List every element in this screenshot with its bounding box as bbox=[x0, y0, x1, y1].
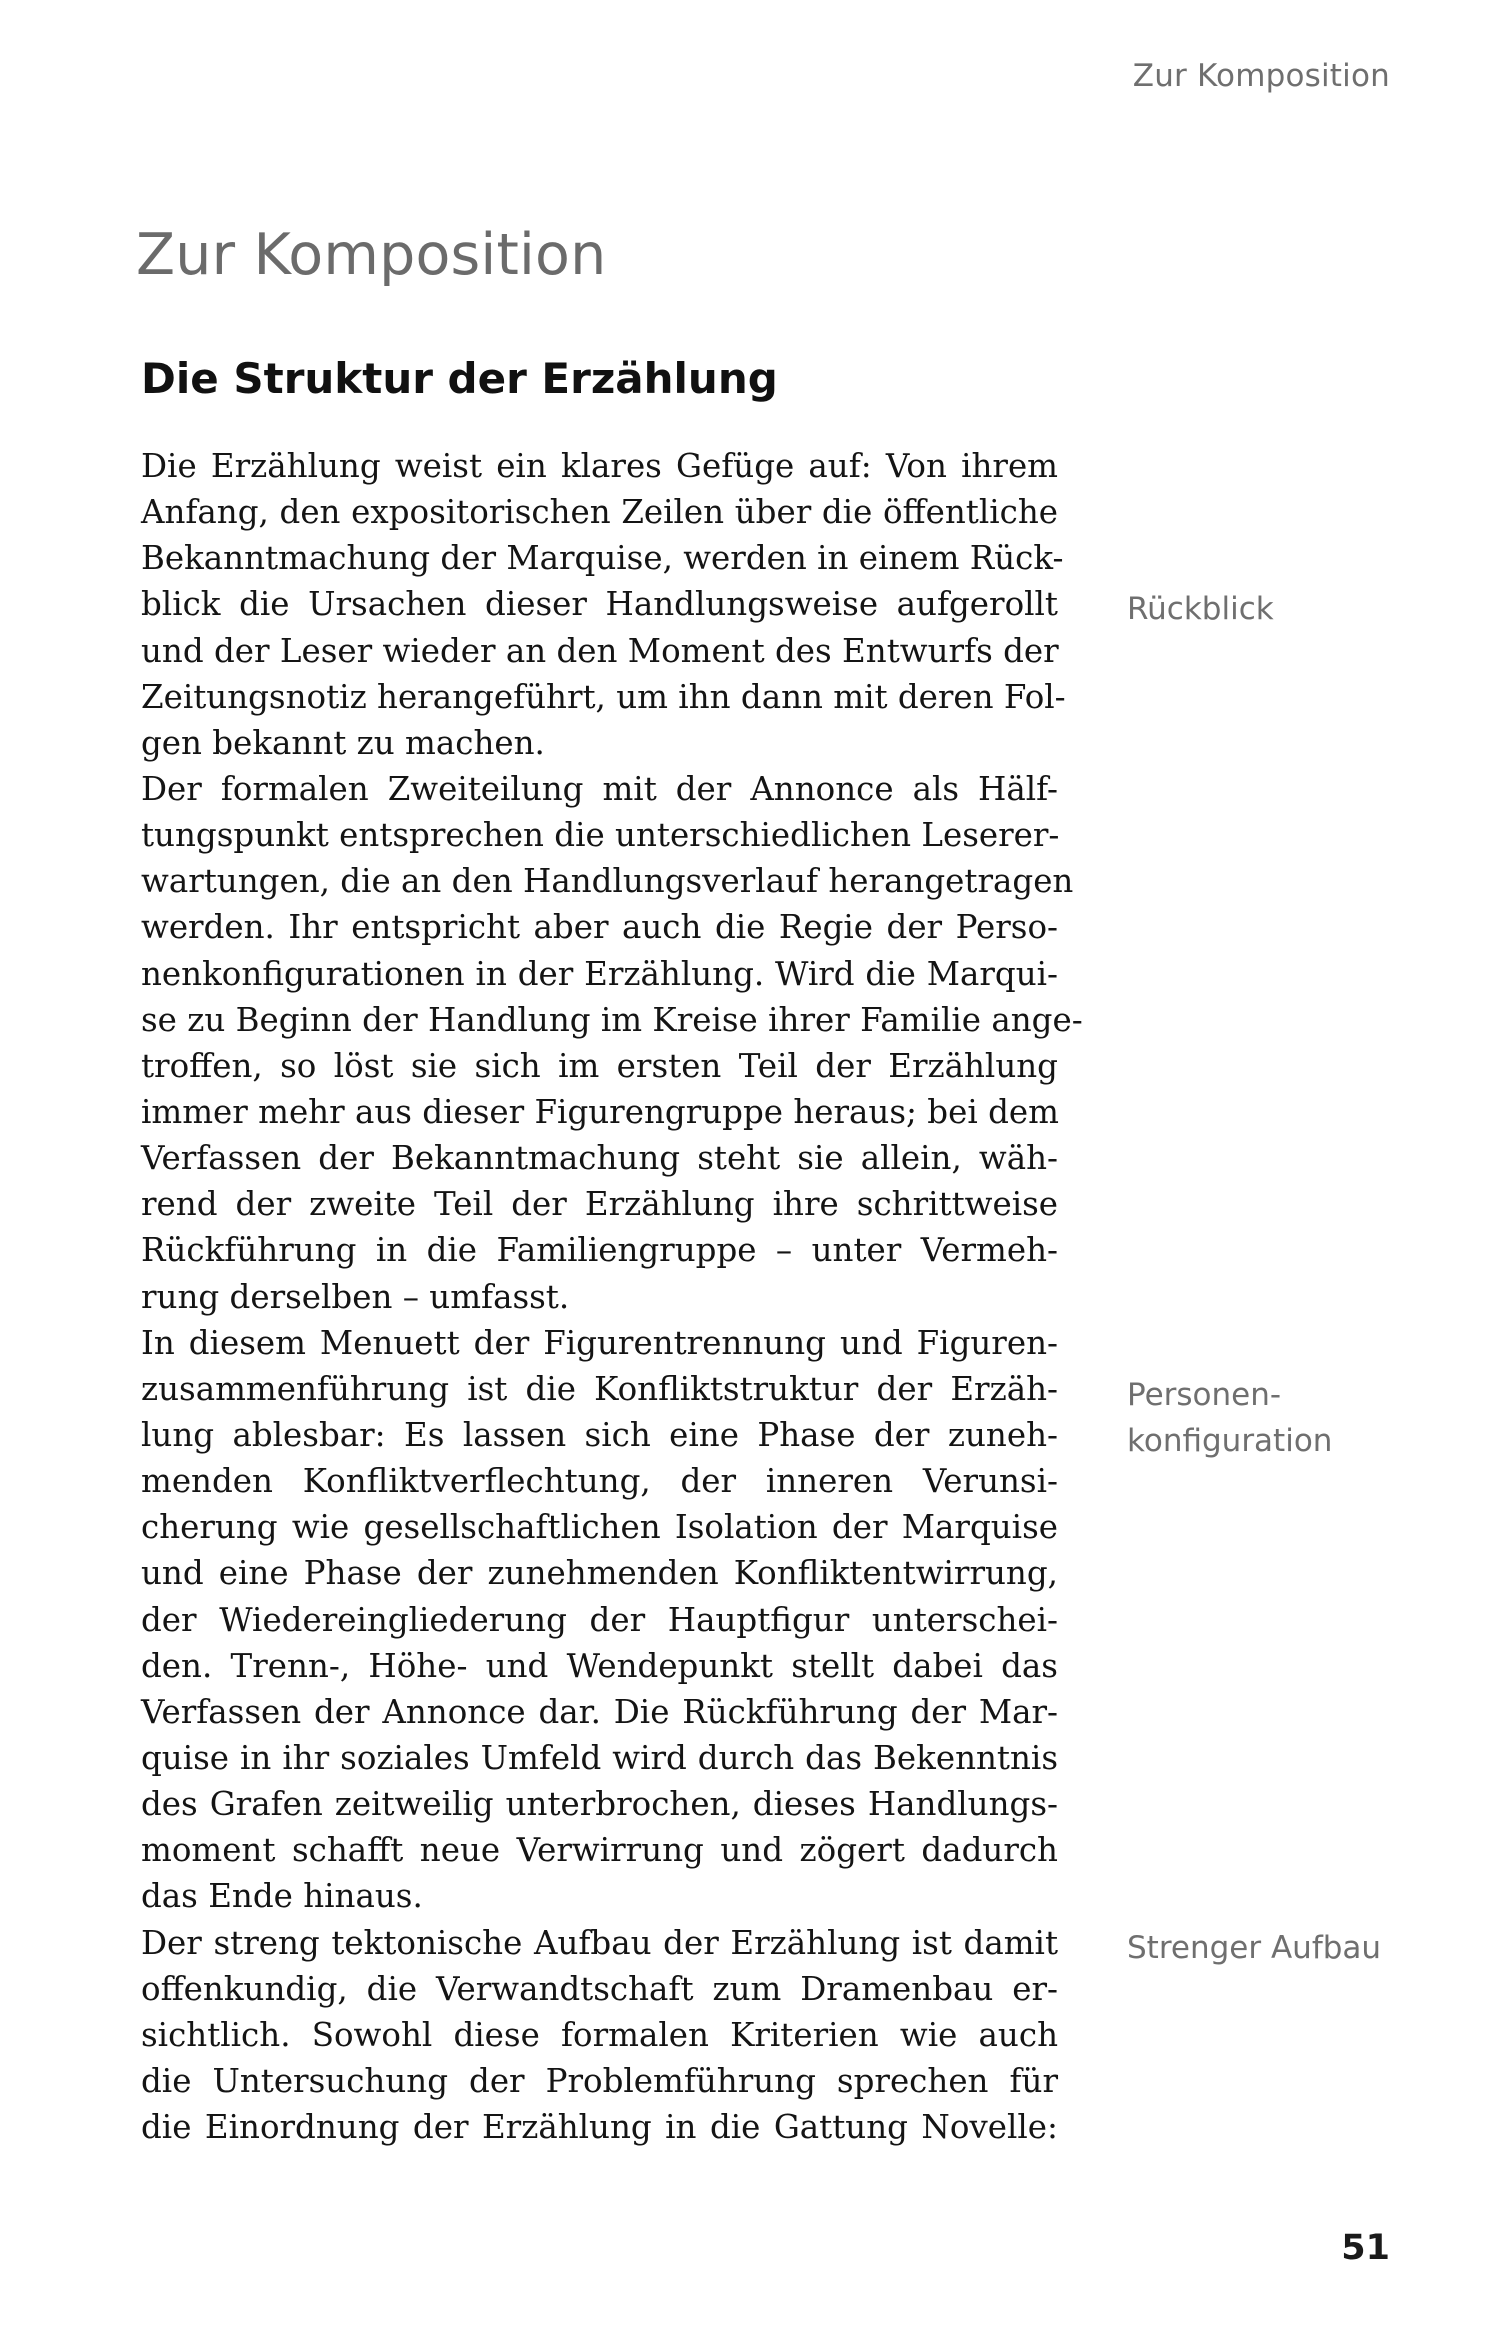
body-line: immer mehr aus dieser Figurengruppe heraus; bei dem bbox=[141, 1092, 1059, 1131]
body-line: der Wiedereingliederung der Hauptfigur unterschei- bbox=[141, 1600, 1058, 1639]
body-line: menden Konfliktverflechtung, der inneren Verunsi- bbox=[141, 1462, 1058, 1501]
body-line: lung ablesbar: Es lassen sich eine Phase der zuneh- bbox=[141, 1415, 1058, 1454]
body-line: offenkundig, die Verwandtschaft zum Dramenbau er- bbox=[141, 1969, 1058, 2008]
body-line: sichtlich. Sowohl diese formalen Kriterien wie auch bbox=[141, 2015, 1058, 2054]
body-line: quise in ihr soziales Umfeld wird durch das Bekenntnis bbox=[141, 1738, 1058, 1777]
body-line: und eine Phase der zunehmenden Konfliktentwirrung, bbox=[141, 1554, 1058, 1593]
body-line: und der Leser wieder an den Moment des Entwurfs der bbox=[141, 631, 1059, 670]
margin-note-rueckblick bbox=[1127, 586, 1274, 632]
body-line: das Ende hinaus. bbox=[141, 1877, 423, 1916]
body-line: Die Erzählung weist ein klares Gefüge auf: Von ihrem bbox=[141, 447, 1058, 485]
body-line: die Einordnung der Erzählung in die Gattung Novelle: bbox=[141, 2108, 1058, 2147]
margin-note-text: Personen- bbox=[1127, 1377, 1282, 1413]
body-line: Der streng tektonische Aufbau der Erzählung ist damit bbox=[141, 1923, 1058, 1962]
body-line: wartungen, die an den Handlungsverlauf herangetragen bbox=[141, 862, 1074, 901]
body-line: Anfang, den expositorischen Zeilen über die öffentliche bbox=[141, 493, 1058, 532]
chapter-title: Zur Komposition bbox=[136, 222, 607, 288]
body-line: den. Trenn-, Höhe- und Wendepunkt stellt dabei das bbox=[141, 1646, 1058, 1685]
body-line: moment schafft neue Verwirrung und zögert dadurch bbox=[141, 1831, 1058, 1870]
margin-note-text: konfiguration bbox=[1127, 1423, 1333, 1459]
body-line: Rückführung in die Familiengruppe – unter Vermeh- bbox=[141, 1231, 1058, 1270]
body-line: se zu Beginn der Handlung im Kreise ihrer Familie ange- bbox=[141, 1000, 1083, 1039]
margin-note-text: Strenger Aufbau bbox=[1127, 1930, 1382, 1966]
body-line: rend der zweite Teil der Erzählung ihre schrittweise bbox=[141, 1185, 1058, 1224]
body-line: Verfassen der Bekanntmachung steht sie allein, wäh- bbox=[141, 1139, 1058, 1178]
body-line: nenkonfigurationen in der Erzählung. Wird die Marqui- bbox=[141, 954, 1058, 993]
body-line: die Untersuchung der Problemführung sprechen für bbox=[141, 2061, 1058, 2100]
section-title: Die Struktur der Erzählung bbox=[141, 354, 778, 403]
body-line: Zeitungsnotiz herangeführt, um ihn dann mit deren Fol- bbox=[141, 677, 1066, 716]
body-line: werden. Ihr entspricht aber auch die Regie der Perso- bbox=[141, 908, 1058, 947]
margin-note-text: Rückblick bbox=[1127, 591, 1274, 627]
body-line: Der formalen Zweiteilung mit der Annonce als Hälf- bbox=[141, 769, 1058, 808]
body-line: des Grafen zeitweilig unterbrochen, dieses Handlungs- bbox=[141, 1785, 1058, 1824]
body-line: Bekanntmachung der Marquise, werden in einem Rück- bbox=[141, 539, 1064, 578]
body-line: Verfassen der Annonce dar. Die Rückführung der Mar- bbox=[141, 1692, 1058, 1731]
body-line: blick die Ursachen dieser Handlungsweise aufgerollt bbox=[141, 585, 1058, 624]
margin-note-personenkonfiguration bbox=[1127, 1372, 1332, 1464]
body-line: rung derselben – umfasst. bbox=[141, 1277, 570, 1316]
body-line: tungspunkt entsprechen die unterschiedlichen Leserer- bbox=[141, 816, 1060, 855]
body-line: gen bekannt zu machen. bbox=[141, 723, 545, 762]
body-line: cherung wie gesellschaftlichen Isolation der Marquise bbox=[141, 1508, 1058, 1547]
body-text bbox=[141, 443, 1083, 2150]
body-line: In diesem Menuett der Figurentrennung und Figuren- bbox=[141, 1323, 1058, 1362]
running-header: Zur Komposition bbox=[1132, 58, 1390, 94]
body-line: troffen, so löst sie sich im ersten Teil der Erzählung bbox=[141, 1046, 1058, 1085]
margin-note-strenger-aufbau bbox=[1127, 1925, 1381, 1971]
page-number: 51 bbox=[1341, 2228, 1390, 2268]
body-line: zusammenführung ist die Konfliktstruktur der Erzäh- bbox=[141, 1369, 1058, 1408]
